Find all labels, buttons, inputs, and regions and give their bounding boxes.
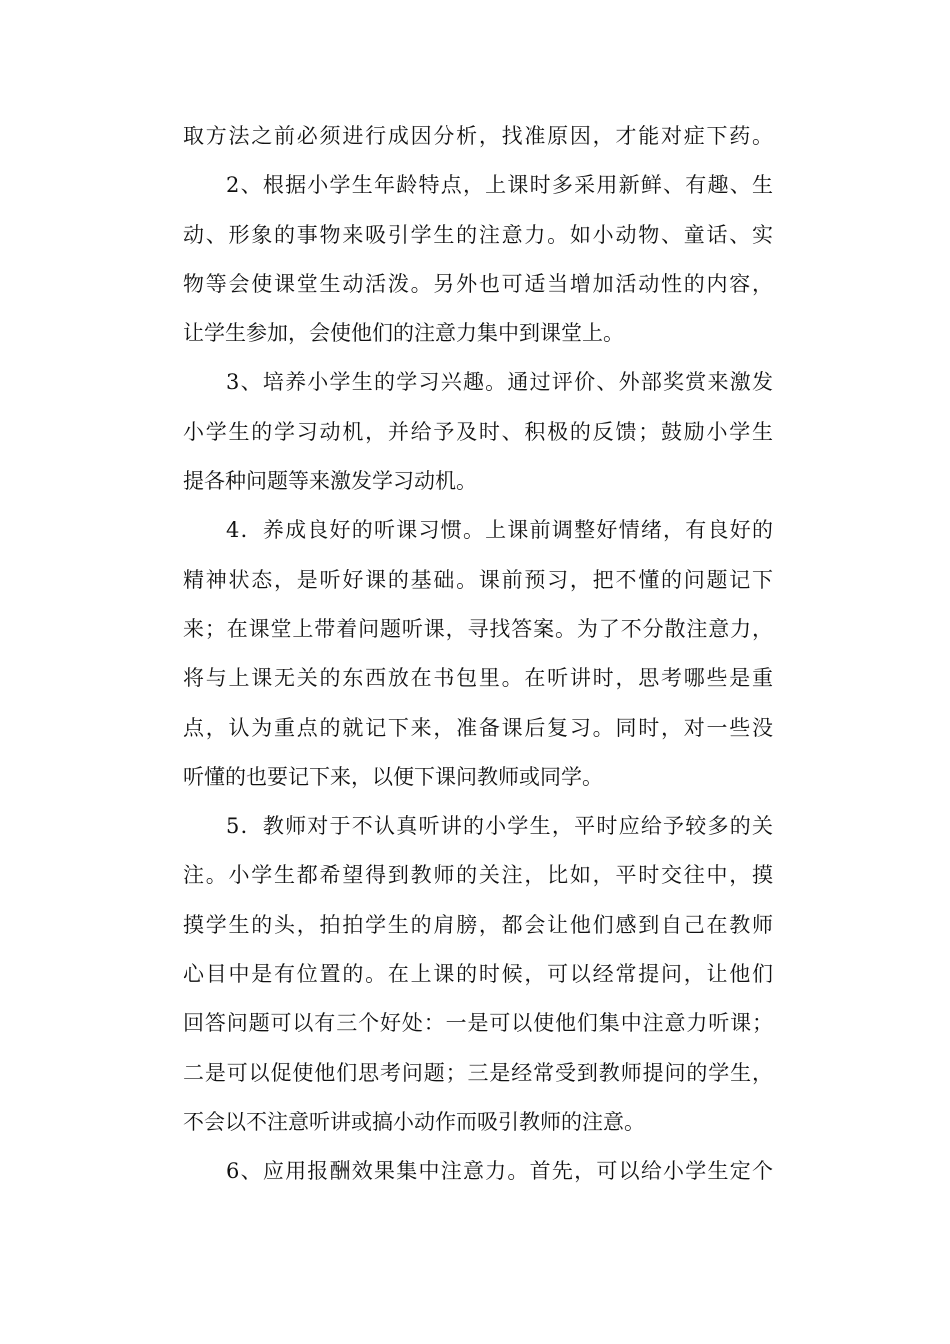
paragraph-2-start: 2、根据小学生年龄特点，上课时多采用新鲜、有趣、生 <box>226 173 773 198</box>
paragraph-3-start: 3、培养小学生的学习兴趣。通过评价、外部奖赏来激发 <box>226 370 773 395</box>
text-line: 让学生参加，会使他们的注意力集中到课堂上。 <box>183 321 624 346</box>
paragraph-6-start: 6、应用报酬效果集中注意力。首先，可以给小学生定个 <box>226 1159 773 1184</box>
text-line: 注。小学生都希望得到教师的关注，比如，平时交往中，摸 <box>183 863 773 888</box>
text-line: 将与上课无关的东西放在书包里。在听讲时，思考哪些是重 <box>183 666 773 691</box>
text-line: 精神状态，是听好课的基础。课前预习，把不懂的问题记下 <box>183 567 773 592</box>
text-line: 不会以不注意听讲或搞小动作而吸引教师的注意。 <box>183 1109 645 1134</box>
text-line: 小学生的学习动机，并给予及时、积极的反馈；鼓励小学生 <box>183 419 773 444</box>
text-line: 来；在课堂上带着问题听课，寻找答案。为了不分散注意力， <box>183 616 773 641</box>
text-line: 心目中是有位置的。在上课的时候，可以经常提问，让他们 <box>183 962 773 987</box>
text-line: 取方法之前必须进行成因分析，找准原因，才能对症下药。 <box>183 124 773 148</box>
text-line: 回答问题可以有三个好处：一是可以使他们集中注意力听课； <box>183 1011 773 1036</box>
text-line: 物等会使课堂生动活泼。另外也可适当增加活动性的内容， <box>183 271 773 296</box>
text-line: 摸学生的头，拍拍学生的肩膀，都会让他们感到自己在教师 <box>183 912 773 937</box>
paragraph-4-start: 4．养成良好的听课习惯。上课前调整好情绪，有良好的 <box>226 518 773 543</box>
paragraph-5-start: 5．教师对于不认真听讲的小学生，平时应给予较多的关 <box>226 814 773 839</box>
text-line: 点，认为重点的就记下来，准备课后复习。同时，对一些没 <box>183 715 773 740</box>
text-line: 动、形象的事物来吸引学生的注意力。如小动物、童话、实 <box>183 222 773 247</box>
body-text <box>183 112 773 1197</box>
text-line: 听懂的也要记下来，以便下课问教师或同学。 <box>183 764 603 789</box>
text-line: 二是可以促使他们思考问题；三是经常受到教师提问的学生， <box>183 1060 773 1085</box>
text-line: 提各种问题等来激发学习动机。 <box>183 469 477 494</box>
